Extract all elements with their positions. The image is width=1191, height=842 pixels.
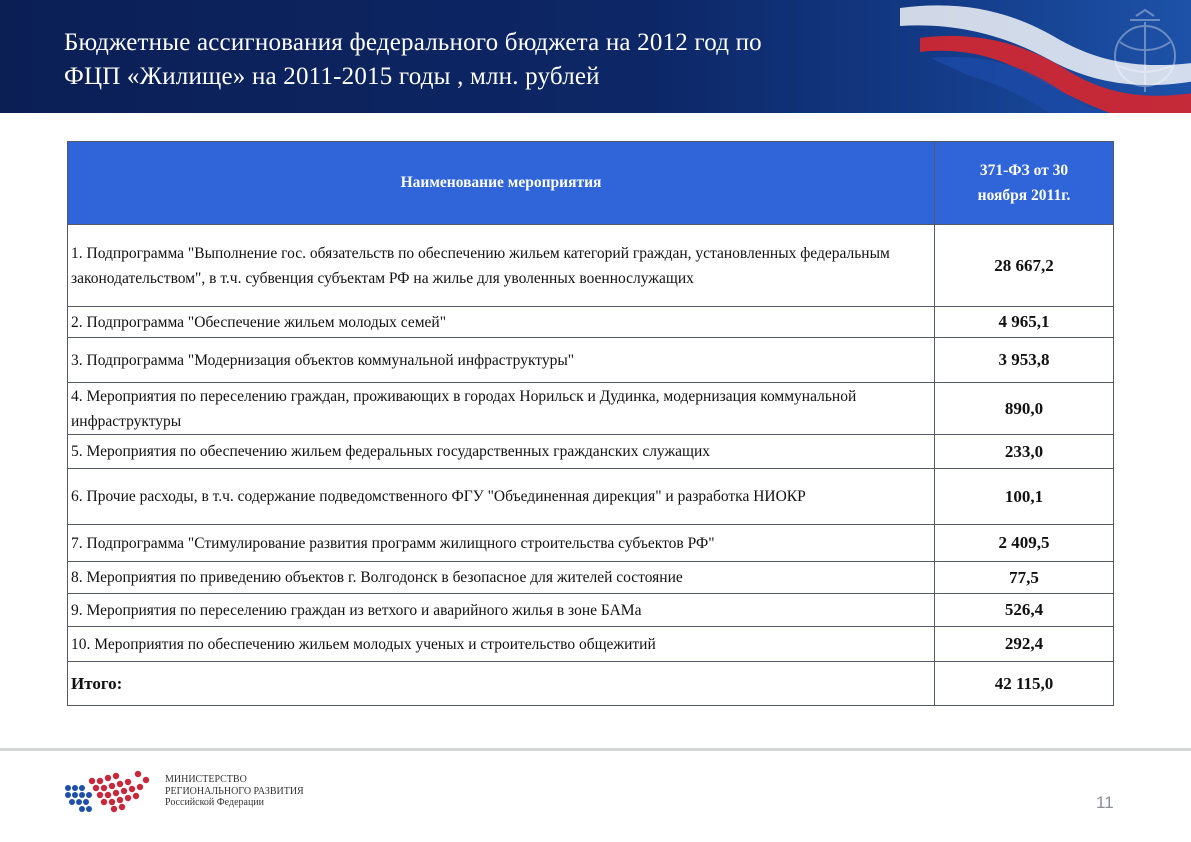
ministry-line-3: Российской Федерации bbox=[165, 797, 265, 808]
table-total-row bbox=[68, 662, 1114, 706]
row-value: 100,1 bbox=[935, 469, 1114, 525]
title-line-2: ФЦП «Жилище» на 2011-2015 годы , млн. рублей bbox=[64, 63, 600, 90]
row-value: 890,0 bbox=[935, 383, 1114, 435]
row-name: 1. Подпрограмма "Выполнение гос. обязательств по обеспечению жильем категорий граждан, установленных федеральным законодательством", в т.ч. субвенция субъектам РФ на жилье для уволенных военнослужащих bbox=[68, 225, 935, 307]
total-value: 42 115,0 bbox=[935, 662, 1114, 706]
table-row bbox=[68, 627, 1114, 662]
slide-title bbox=[64, 26, 924, 94]
ministry-line-1: МИНИСТЕРСТВО bbox=[165, 774, 247, 785]
row-name: 5. Мероприятия по обеспечению жильем федеральных государственных гражданских служащих bbox=[68, 435, 935, 469]
row-value: 3 953,8 bbox=[935, 338, 1114, 383]
title-line-1: Бюджетные ассигнования федерального бюджета на 2012 год по bbox=[64, 29, 762, 56]
ministry-logo-icon bbox=[62, 766, 154, 816]
row-name: 7. Подпрограмма "Стимулирование развития программ жилищного строительства субъектов РФ" bbox=[68, 525, 935, 562]
row-name: 9. Мероприятия по переселению граждан из ветхого и аварийного жилья в зоне БАМа bbox=[68, 594, 935, 627]
row-name: 8. Мероприятия по приведению объектов г. Волгодонск в безопасное для жителей состояние bbox=[68, 562, 935, 594]
table-row bbox=[68, 469, 1114, 525]
slide-header bbox=[0, 0, 1191, 113]
table-header-row bbox=[68, 142, 1114, 225]
column-header-name: Наименование мероприятия bbox=[68, 142, 935, 225]
row-value: 4 965,1 bbox=[935, 307, 1114, 338]
row-name: 10. Мероприятия по обеспечению жильем молодых ученых и строительство общежитий bbox=[68, 627, 935, 662]
table-row bbox=[68, 562, 1114, 594]
row-value: 28 667,2 bbox=[935, 225, 1114, 307]
row-name: 3. Подпрограмма "Модернизация объектов коммунальной инфраструктуры" bbox=[68, 338, 935, 383]
row-value: 526,4 bbox=[935, 594, 1114, 627]
total-label: Итого: bbox=[68, 662, 935, 706]
table-row bbox=[68, 435, 1114, 469]
row-value: 233,0 bbox=[935, 435, 1114, 469]
row-value: 77,5 bbox=[935, 562, 1114, 594]
flag-ribbon-decoration bbox=[900, 0, 1191, 113]
column-header-value-line2: ноября 2011г. bbox=[977, 187, 1071, 204]
ministry-line-2: РЕГИОНАЛЬНОГО РАЗВИТИЯ bbox=[165, 785, 304, 797]
table-row bbox=[68, 594, 1114, 627]
footer-divider bbox=[0, 748, 1191, 751]
ministry-name bbox=[165, 774, 304, 809]
table-row bbox=[68, 307, 1114, 338]
table-row bbox=[68, 383, 1114, 435]
budget-table bbox=[67, 141, 1114, 706]
row-name: 6. Прочие расходы, в т.ч. содержание подведомственного ФГУ "Объединенная дирекция" и разработка НИОКР bbox=[68, 469, 935, 525]
table-row bbox=[68, 525, 1114, 562]
column-header-value-line1: 371-ФЗ от 30 bbox=[979, 162, 1069, 179]
table-row bbox=[68, 338, 1114, 383]
row-value: 292,4 bbox=[935, 627, 1114, 662]
table-row bbox=[68, 225, 1114, 307]
row-name: 4. Мероприятия по переселению граждан, проживающих в городах Норильск и Дудинка, модернизация коммунальной инфраструктуры bbox=[68, 383, 935, 435]
row-name: 2. Подпрограмма "Обеспечение жильем молодых семей" bbox=[68, 307, 935, 338]
row-value: 2 409,5 bbox=[935, 525, 1114, 562]
column-header-value bbox=[935, 142, 1114, 225]
page-number: 11 bbox=[1096, 793, 1114, 812]
